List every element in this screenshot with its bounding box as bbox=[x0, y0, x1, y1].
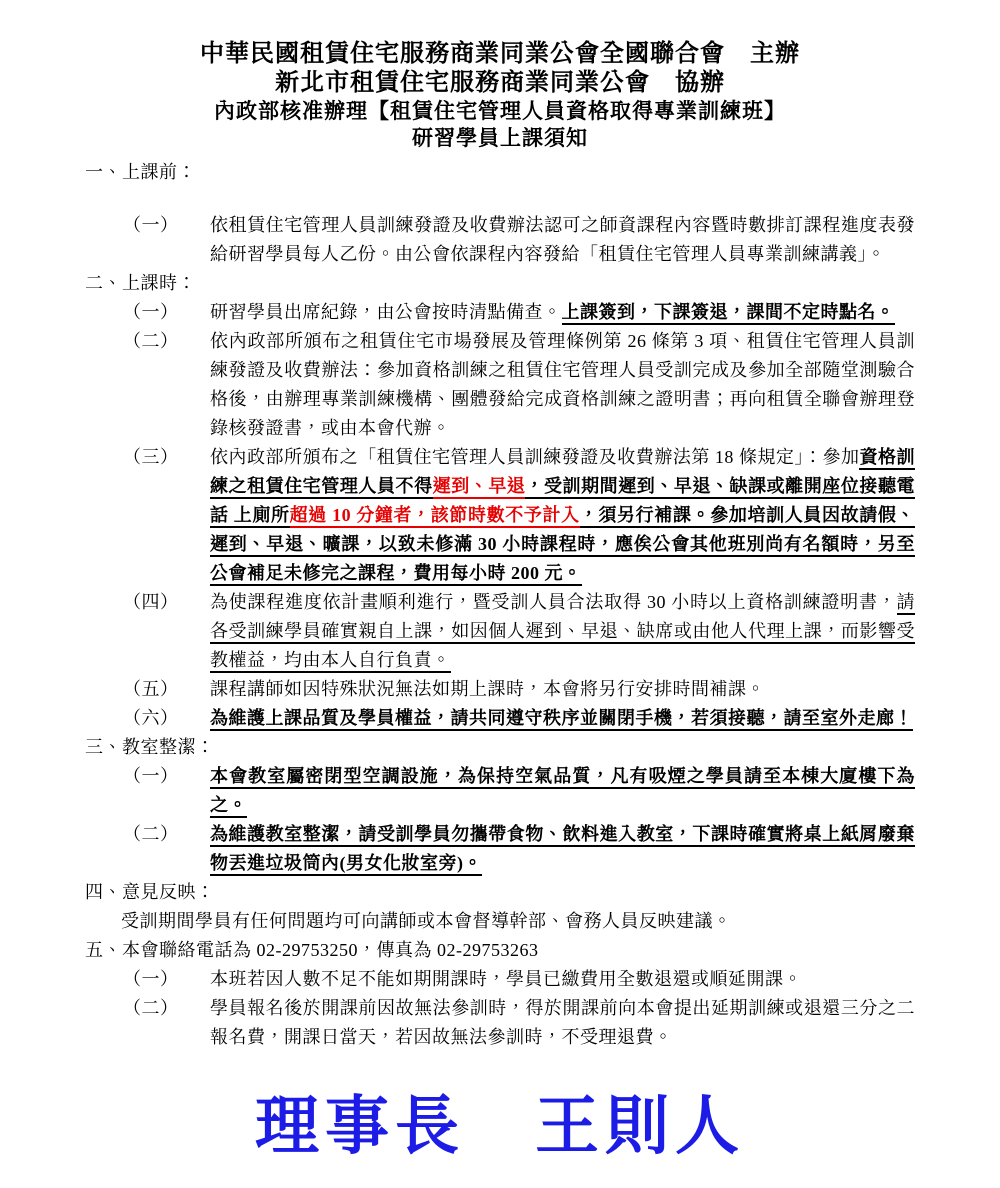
item-text bbox=[122, 882, 215, 902]
section-heading bbox=[85, 158, 915, 187]
list-item bbox=[123, 588, 915, 675]
item-marker: 二、 bbox=[85, 273, 122, 293]
text-run: 為維護上課品質及學員權益，請共同遵守秩序並關閉手機，若須接聽，請至室外走廊！ bbox=[210, 708, 913, 731]
text-run: 本會聯絡電話為 02-29753250，傳真為 02-29753263 bbox=[122, 940, 539, 960]
text-run: 研習學員出席紀錄，由公會按時清點備查。 bbox=[210, 302, 562, 322]
list-item bbox=[123, 965, 915, 994]
item-text bbox=[210, 443, 915, 588]
item-marker: （一） bbox=[123, 969, 179, 989]
item-marker: （二） bbox=[123, 331, 179, 351]
text-run: 教室整潔： bbox=[122, 737, 215, 757]
section-heading bbox=[85, 733, 915, 762]
list-item bbox=[123, 704, 915, 733]
text-run: 請各受訓練學員確實親自上課，如因個人遲到、早退、缺席或由他人代理上課，而影響受教權益，均由本人自行負責。 bbox=[210, 592, 915, 673]
text-run: 上課時： bbox=[122, 273, 196, 293]
item-text bbox=[121, 911, 732, 931]
text-run: 依內政部所頒布之租賃住宅市場發展及管理條例第 26 條第 3 項、租賃住宅管理人員訓練發證及收費辦法：參加資格訓練之租賃住宅管理人員受訓完成及參加全部隨堂測驗合格後，由辦理專業訓練機構、團體發給完成資格訓練之證明書；再向租賃全聯會辦理登錄核發證書，或由本會代辦。 bbox=[210, 331, 915, 438]
item-marker: （一） bbox=[123, 215, 179, 235]
item-marker: （二） bbox=[123, 998, 179, 1018]
list-item bbox=[123, 994, 915, 1052]
item-marker: （三） bbox=[123, 447, 179, 467]
text-run: 為維護教室整潔，請受訓學員勿攜帶食物、飲料進入教室，下課時確實將桌上紙屑廢棄物丟進垃圾筒內(男女化妝室旁)。 bbox=[210, 824, 915, 876]
text-run: 遲到、早退 bbox=[433, 476, 526, 499]
item-text bbox=[122, 737, 215, 757]
list-item bbox=[123, 211, 915, 269]
text-run: 為使課程進度依計畫順利進行，暨受訓人員合法取得 30 小時以上資格訓練證明書， bbox=[210, 592, 897, 612]
item-text bbox=[210, 588, 915, 675]
item-text bbox=[210, 762, 915, 820]
item-text bbox=[122, 162, 196, 182]
item-text bbox=[210, 994, 915, 1052]
item-marker: （一） bbox=[123, 302, 179, 322]
header-line-organizer: 中華民國租賃住宅服務商業同業公會全國聯合會 主辦 bbox=[200, 41, 800, 67]
section-heading bbox=[85, 878, 915, 907]
text-run: 上課前： bbox=[122, 162, 196, 182]
text-run: 依租賃住宅管理人員訓練發證及收費辦法認可之師資課程內容暨時數排訂課程進度表發給研習學員每人乙份。由公會依課程內容發給「租賃住宅管理人員專業訓練講義」。 bbox=[210, 215, 915, 264]
list-item bbox=[121, 907, 915, 936]
text-run: 課程講師如因特殊狀況無法如期上課時，本會將另行安排時間補課。 bbox=[210, 679, 765, 699]
list-item bbox=[123, 762, 915, 820]
header-line-notice-title: 研習學員上課須知 bbox=[412, 126, 588, 150]
list-item bbox=[123, 820, 915, 878]
text-run: ，受訓期間遲到、早退、缺課或離開座位接聽電話 上廁所 bbox=[210, 476, 915, 528]
item-text bbox=[122, 273, 196, 293]
document-body bbox=[0, 152, 1000, 1052]
item-text bbox=[210, 704, 915, 733]
text-run: 本會教室屬密閉型空調設施，為保持空氣品質，凡有吸煙之學員請至本棟大廈樓下為之。 bbox=[210, 766, 915, 818]
item-marker: （二） bbox=[123, 824, 179, 844]
text-run: 學員報名後於開課前因故無法參訓時，得於開課前向本會提出延期訓練或退還三分之二報名費，開課日當天，若因故無法參訓時，不受理退費。 bbox=[210, 998, 915, 1047]
text-run: 上課簽到，下課簽退，課間不定時點名。 bbox=[562, 302, 895, 325]
item-text bbox=[210, 965, 915, 994]
item-text bbox=[122, 940, 539, 960]
item-marker: 四、 bbox=[85, 882, 122, 902]
text-run: 意見反映： bbox=[122, 882, 215, 902]
item-text bbox=[210, 211, 915, 269]
text-run: 受訓期間學員有任何問題均可向講師或本會督導幹部、會務人員反映建議。 bbox=[121, 911, 732, 931]
item-marker: 三、 bbox=[85, 737, 122, 757]
list-item bbox=[123, 675, 915, 704]
item-marker: 五、 bbox=[85, 940, 122, 960]
document-header bbox=[0, 0, 1000, 152]
item-marker: （六） bbox=[123, 708, 179, 728]
text-run: 資格訓練之租賃住宅管理人員不得 bbox=[210, 447, 915, 499]
header-line-co-organizer: 新北市租賃住宅服務商業同業公會 協辦 bbox=[275, 70, 725, 96]
chairman-signature: 理事長 王則人 bbox=[255, 1091, 745, 1162]
item-marker: （五） bbox=[123, 679, 179, 699]
item-text bbox=[210, 327, 915, 443]
section-heading bbox=[85, 269, 915, 298]
text-run: 超過 10 分鐘者，該節時數不予計入 bbox=[290, 505, 580, 528]
header-line-course-title: 內政部核准辦理【租賃住宅管理人員資格取得專業訓練班】 bbox=[214, 99, 786, 123]
item-text bbox=[210, 820, 915, 878]
text-run: 依內政部所頒布之「租賃住宅管理人員訓練發證及收費辦法第 18 條規定」：參加 bbox=[210, 447, 860, 467]
item-text bbox=[210, 298, 915, 327]
section-heading bbox=[85, 936, 915, 965]
item-marker: （一） bbox=[123, 766, 179, 786]
item-text bbox=[210, 675, 915, 704]
list-item bbox=[123, 327, 915, 443]
text-run: ，須另行補課。參加培訓人員因故請假、遲到、早退、曠課，以致未修滿 30 小時課程時，應俟公會其他班別尚有名額時，另至公會補足未修完之課程，費用每小時 200 元。 bbox=[210, 505, 915, 586]
item-marker: 一、 bbox=[85, 162, 122, 182]
list-item bbox=[123, 443, 915, 588]
text-run: 本班若因人數不足不能如期開課時，學員已繳費用全數退還或順延開課。 bbox=[210, 969, 802, 989]
item-marker: （四） bbox=[123, 592, 179, 612]
list-item bbox=[123, 298, 915, 327]
